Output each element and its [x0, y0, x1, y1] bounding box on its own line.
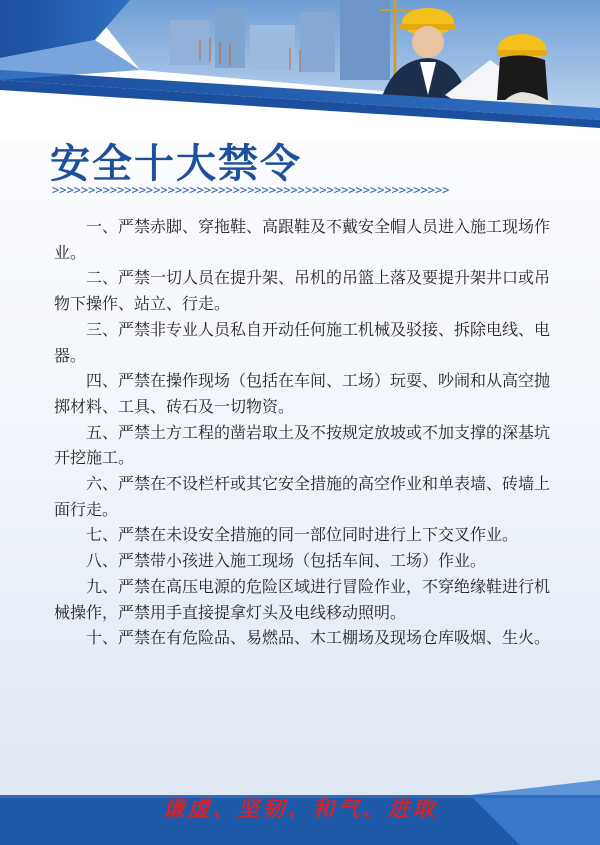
rule-item: 二、严禁一切人员在提升架、吊机的吊篮上落及要提升架井口或吊物下操作、站立、行走。	[54, 268, 551, 314]
rule-item: 八、严禁带小孩进入施工现场（包括车间、工场）作业。	[86, 551, 487, 571]
rule-item: 三、严禁非专业人员私自开动任何施工机械及驳接、拆除电线、电器。	[54, 319, 551, 365]
rule-item: 十、严禁在有危险品、易燃品、木工棚场及现场仓库吸烟、生火。	[86, 628, 551, 648]
rule-item: 一、严禁赤脚、穿拖鞋、高跟鞋及不戴安全帽人员进入施工现场作业。	[54, 217, 551, 262]
decorative-arrow-divider: >>>>>>>>>>>>>>>>>>>>>>>>>>>>>>>>>>>>>>>>>>>>>>>>>>>>>>>	[52, 183, 450, 197]
rules-list	[54, 214, 554, 651]
page-title: 安全十大禁令	[50, 141, 302, 187]
footer-slogan: 谦虚、坚韧、和气、进取	[162, 796, 438, 822]
rule-item: 六、严禁在不设栏杆或其它安全措施的高空作业和单表墙、砖墙上面行走。	[54, 474, 551, 519]
header-photo-banner	[0, 0, 600, 140]
rule-item: 七、严禁在未设安全措施的同一部位同时进行上下交叉作业。	[86, 525, 519, 545]
rule-item: 四、严禁在操作现场（包括在车间、工场）玩耍、吵闹和从高空抛掷材料、工具、砖石及一切物资。	[54, 371, 551, 416]
rule-item: 九、严禁在高压电源的危险区域进行冒险作业，不穿绝缘鞋进行机械操作，严禁用手直接提拿灯头及电线移动照明。	[54, 576, 551, 622]
rule-item: 五、严禁土方工程的凿岩取土及不按规定放坡或不加支撑的深基坑开挖施工。	[54, 422, 551, 468]
construction-workers-image	[0, 0, 600, 140]
